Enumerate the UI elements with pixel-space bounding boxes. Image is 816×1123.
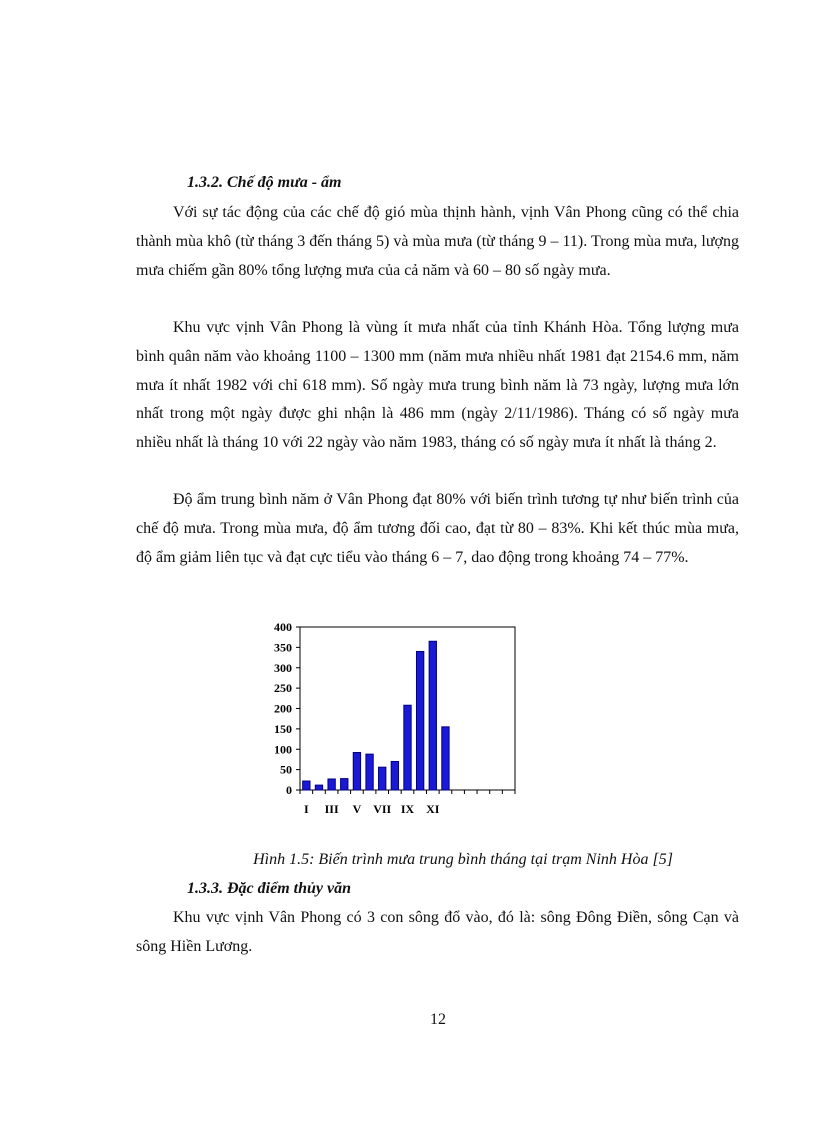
bar-month-VII — [379, 767, 386, 790]
y-tick-label: 50 — [280, 762, 292, 777]
page-number: 12 — [430, 1011, 446, 1028]
y-tick-label: 400 — [274, 620, 292, 634]
y-tick-label: 350 — [274, 640, 292, 655]
y-tick-label: 100 — [274, 742, 292, 757]
x-tick-label: VII — [373, 802, 392, 816]
y-tick-label: 250 — [274, 681, 292, 696]
bar-month-X — [416, 651, 423, 790]
paragraph-rivers: Khu vực vịnh Vân Phong có 3 con sông đổ vào, đó là: sông Đông Điền, sông Cạn và sông Hiền Lương. — [136, 909, 739, 955]
bar-month-IV — [341, 779, 348, 790]
bar-month-VI — [366, 754, 373, 790]
x-tick-label: XI — [426, 802, 440, 816]
paragraph-rainy-season: Với sự tác động của các chế độ gió mùa thịnh hành, vịnh Vân Phong cũng có thể chia thành mùa khô (từ tháng 3 đến tháng 5) và mùa mưa (từ tháng 9 – 11). Trong mùa mưa, lượng mưa chiếm gần 80% tổng lượng mưa của cả năm và 60 – 80 số ngày mưa. — [136, 204, 739, 279]
x-tick-label: I — [303, 802, 309, 816]
paragraph-rainfall-stats: Khu vực vịnh Vân Phong là vùng ít mưa nhất của tỉnh Khánh Hòa. Tổng lượng mưa bình quân năm vào khoảng 1100 – 1300 mm (năm mưa nhiều nhất 1981 đạt 2154.6 mm, năm mưa ít nhất 1982 với chỉ 618 mm). Số ngày mưa trung bình năm là 73 ngày, lượng mưa lớn nhất trong một ngày được ghi nhận là 486 mm (ngày 2/11/1986). Tháng có số ngày mưa nhiều nhất là tháng 10 với 22 ngày vào năm 1983, tháng có số ngày mưa ít nhất là tháng 2. — [136, 319, 739, 452]
y-tick-label: 200 — [274, 701, 292, 716]
y-tick-label: 0 — [286, 783, 292, 797]
bar-month-III — [328, 779, 335, 790]
y-tick-label: 300 — [274, 660, 292, 675]
figure-caption: Hình 1.5: Biến trình mưa trung bình tháng tại trạm Ninh Hòa [5] — [253, 851, 673, 868]
y-tick-label: 150 — [274, 721, 292, 736]
x-tick-label: III — [324, 802, 339, 816]
section-heading-1-3-2: 1.3.2. Chế độ mưa - ẩm — [187, 174, 342, 191]
x-tick-label: V — [352, 802, 362, 816]
bar-month-IX — [404, 705, 411, 790]
bar-month-XI — [429, 641, 436, 790]
paragraph-humidity: Độ ẩm trung bình năm ở Vân Phong đạt 80% với biến trình tương tự như biến trình của chế độ mưa. Trong mùa mưa, độ ẩm tương đối cao, đạt từ 80 – 83%. Khi kết thúc mùa mưa, độ ẩm giảm liên tục và đạt cực tiểu vào tháng 6 – 7, dao động trong khoảng 74 – 77%. — [136, 491, 739, 566]
rainfall-bar-chart — [262, 617, 522, 827]
bar-month-VIII — [391, 761, 398, 790]
bar-month-XII — [442, 727, 449, 790]
bar-month-II — [315, 785, 322, 790]
section-heading-1-3-3: 1.3.3. Đặc điểm thủy văn — [187, 880, 351, 897]
bar-month-I — [303, 781, 310, 790]
bar-month-V — [353, 753, 360, 790]
x-tick-label: IX — [400, 802, 415, 816]
